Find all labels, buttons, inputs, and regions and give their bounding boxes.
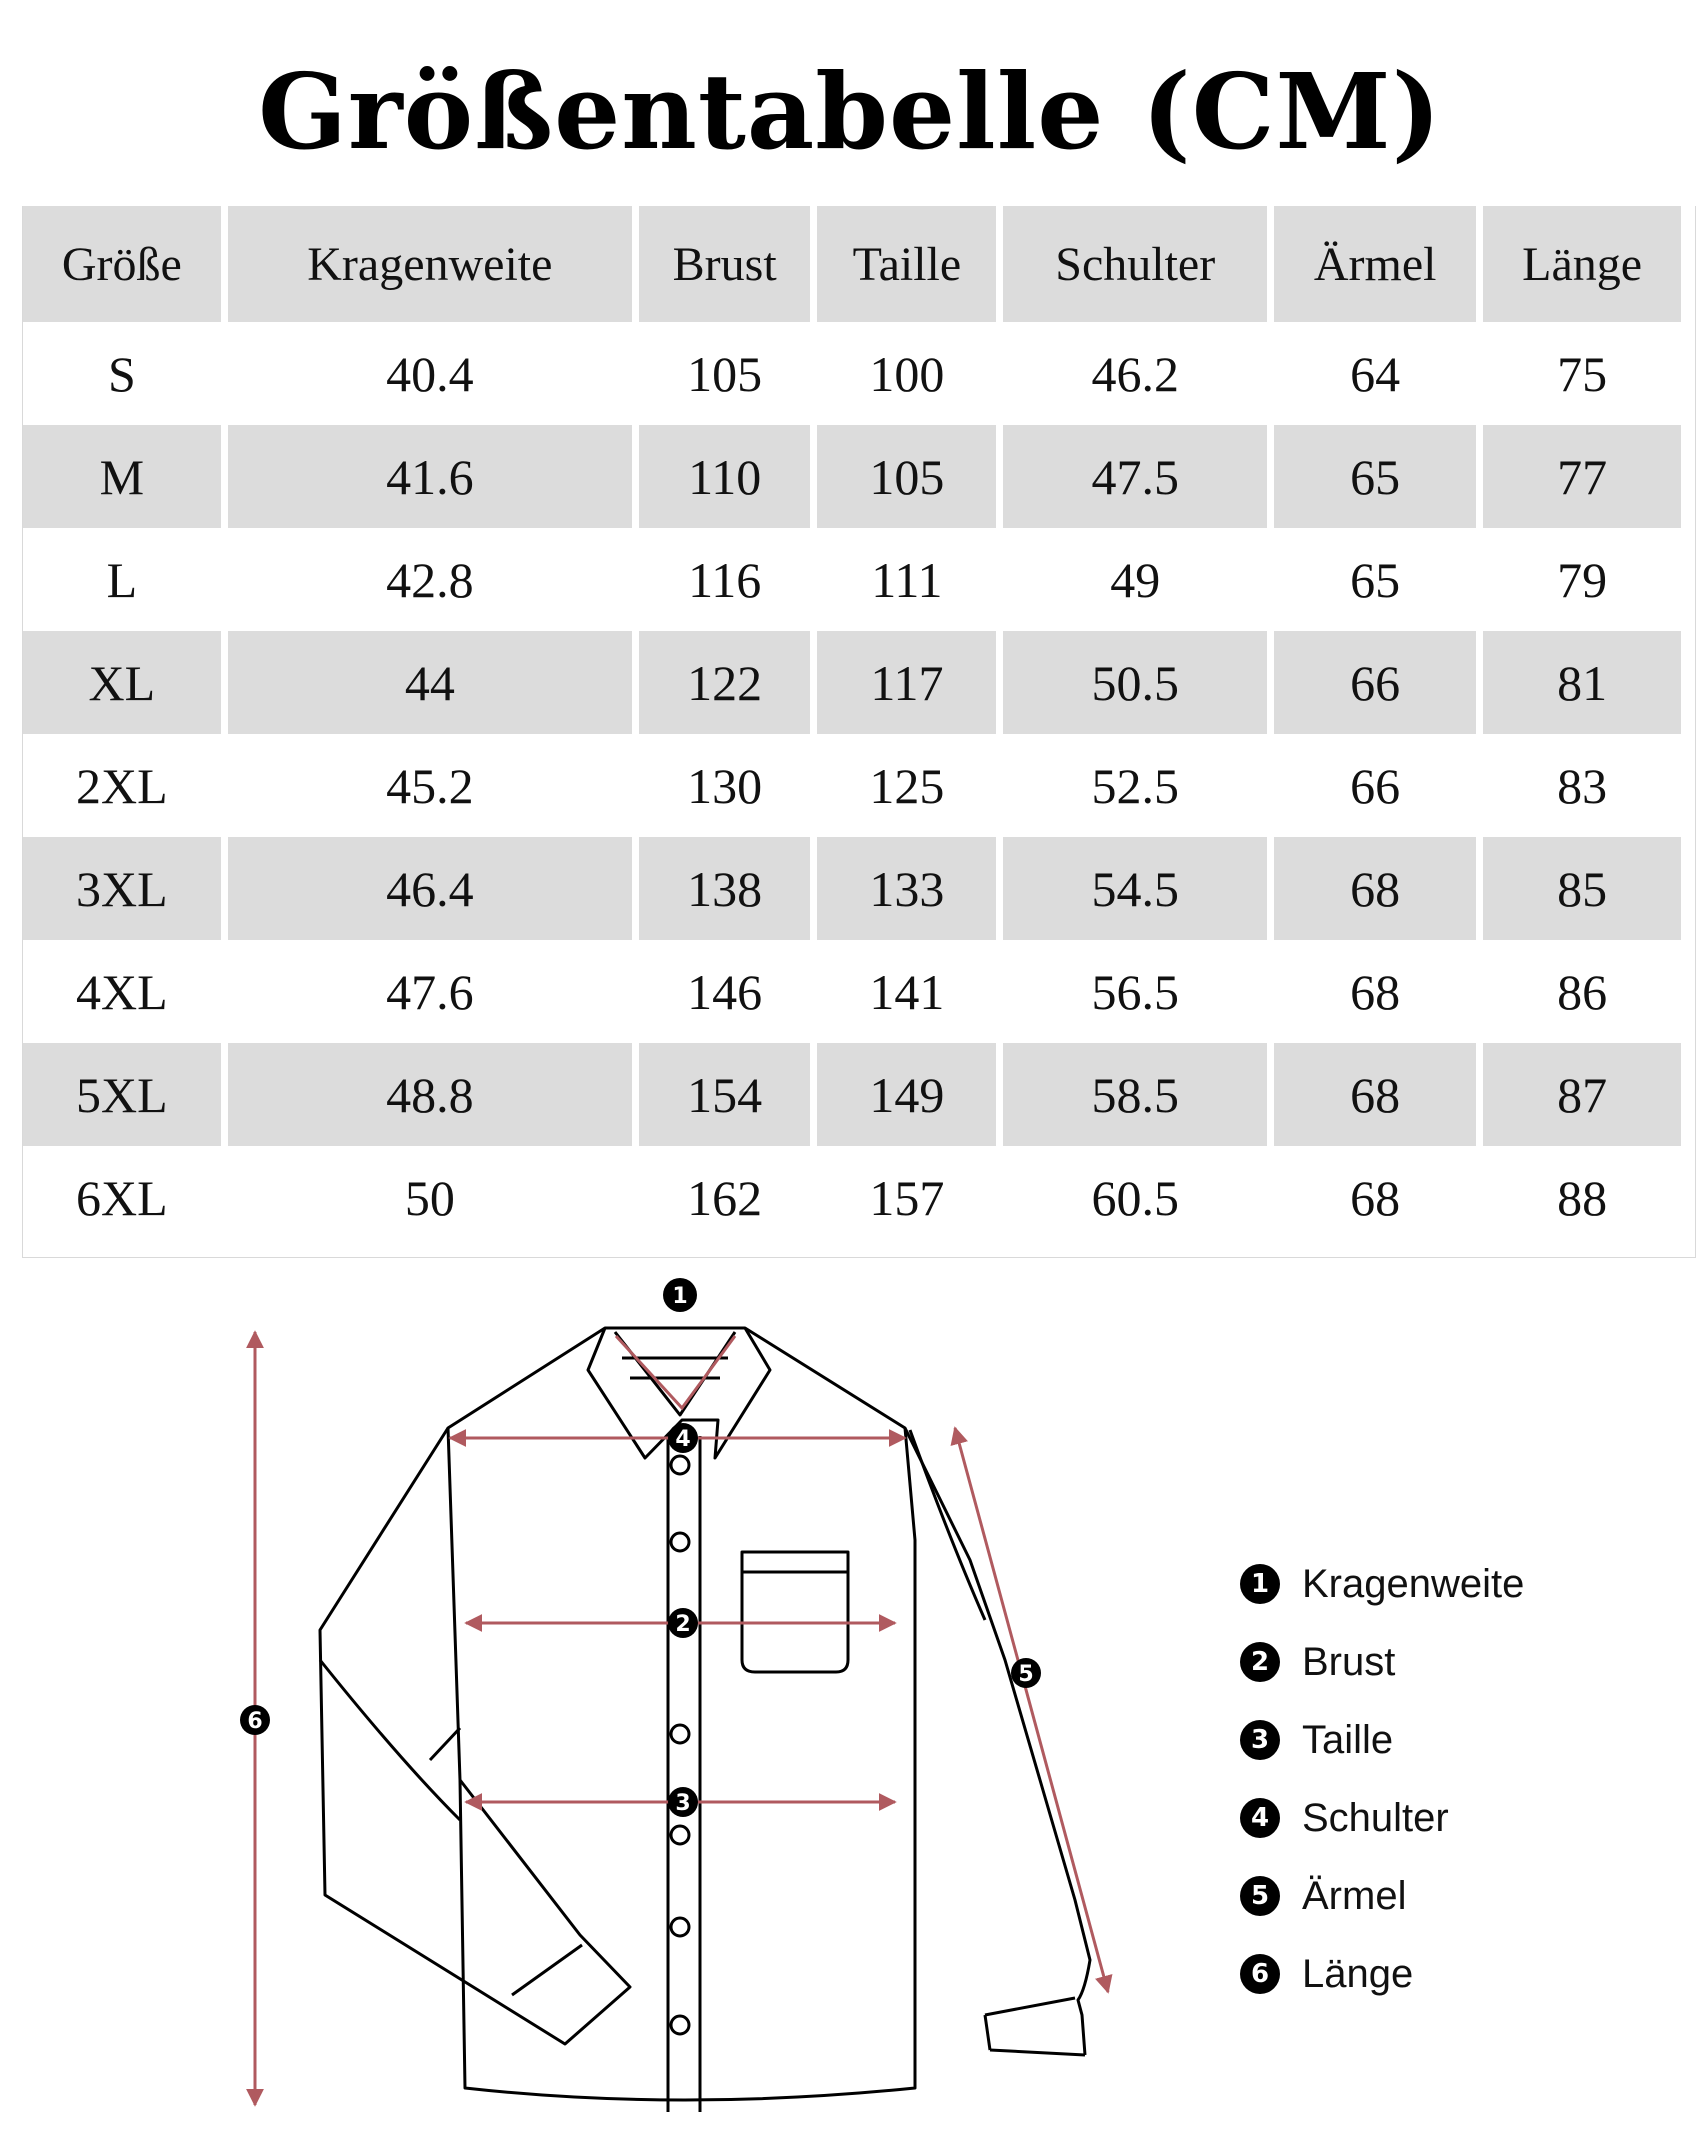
legend-label: Kragenweite [1302,1561,1525,1606]
cell-brust: 138 [639,837,810,940]
collar-arrow [616,1336,735,1408]
cell-aermel: 66 [1274,734,1476,837]
cell-brust: 116 [639,528,810,631]
cell-kragenweite: 50 [228,1146,632,1249]
legend-item [1240,1779,1524,1857]
table-row [23,940,1681,1043]
table-row [23,528,1681,631]
cell-kragenweite: 45.2 [228,734,632,837]
legend-number-icon: 3 [1240,1720,1280,1760]
cell-schulter: 46.2 [1003,322,1267,425]
marker-4-label: 4 [675,1427,691,1452]
shirt-outline [320,1328,1090,2112]
cell-aermel: 65 [1274,425,1476,528]
cell-aermel: 68 [1274,1043,1476,1146]
header-laenge: Länge [1483,206,1681,322]
cell-kragenweite: 42.8 [228,528,632,631]
table-row [23,837,1681,940]
table-row [23,1043,1681,1146]
cell-schulter: 52.5 [1003,734,1267,837]
cell-schulter: 60.5 [1003,1146,1267,1249]
legend-label: Taille [1302,1717,1394,1762]
measurement-legend [1240,1545,1524,2013]
cell-laenge: 79 [1483,528,1681,631]
cell-brust: 130 [639,734,810,837]
cell-aermel: 68 [1274,940,1476,1043]
cell-groesse: L [23,528,221,631]
cell-laenge: 86 [1483,940,1681,1043]
legend-number-icon: 1 [1240,1564,1280,1604]
header-groesse: Größe [23,206,221,322]
cell-laenge: 75 [1483,322,1681,425]
cell-schulter: 49 [1003,528,1267,631]
cell-laenge: 77 [1483,425,1681,528]
cell-groesse: XL [23,631,221,734]
cell-aermel: 68 [1274,1146,1476,1249]
cell-aermel: 68 [1274,837,1476,940]
marker-5-label: 5 [1018,1662,1034,1687]
cell-groesse: M [23,425,221,528]
marker-5-icon [1011,1658,1041,1688]
cell-kragenweite: 48.8 [228,1043,632,1146]
legend-item [1240,1623,1524,1701]
table-row [23,734,1681,837]
page-title: Größentabelle (CM) [258,50,1442,173]
cell-taille: 117 [817,631,996,734]
legend-label: Ärmel [1302,1873,1407,1918]
header-brust: Brust [639,206,810,322]
cell-laenge: 88 [1483,1146,1681,1249]
header-kragenweite: Kragenweite [228,206,632,322]
header-schulter: Schulter [1003,206,1267,322]
cell-brust: 154 [639,1043,810,1146]
marker-3-icon [668,1787,698,1817]
legend-item [1240,1701,1524,1779]
cell-taille: 125 [817,734,996,837]
cell-groesse: 2XL [23,734,221,837]
cell-laenge: 83 [1483,734,1681,837]
cell-laenge: 87 [1483,1043,1681,1146]
legend-number-icon: 6 [1240,1954,1280,1994]
legend-item [1240,1935,1524,2013]
size-table-grid [16,206,1688,1249]
cell-schulter: 47.5 [1003,425,1267,528]
cell-aermel: 65 [1274,528,1476,631]
cell-laenge: 85 [1483,837,1681,940]
cell-groesse: 6XL [23,1146,221,1249]
cell-groesse: S [23,322,221,425]
cell-kragenweite: 41.6 [228,425,632,528]
header-taille: Taille [817,206,996,322]
header-aermel: Ärmel [1274,206,1476,322]
legend-number-icon: 2 [1240,1642,1280,1682]
cell-groesse: 4XL [23,940,221,1043]
cell-kragenweite: 44 [228,631,632,734]
size-table [22,206,1696,1258]
legend-number-icon: 5 [1240,1876,1280,1916]
cell-taille: 141 [817,940,996,1043]
legend-label: Brust [1302,1639,1396,1684]
marker-2-label: 2 [675,1612,691,1637]
cell-aermel: 64 [1274,322,1476,425]
table-row [23,425,1681,528]
cell-schulter: 58.5 [1003,1043,1267,1146]
cell-brust: 146 [639,940,810,1043]
table-row [23,1146,1681,1249]
legend-label: Länge [1302,1951,1414,1996]
cell-brust: 162 [639,1146,810,1249]
cell-kragenweite: 46.4 [228,837,632,940]
marker-1-label: 1 [672,1284,688,1309]
cell-taille: 111 [817,528,996,631]
cell-groesse: 5XL [23,1043,221,1146]
marker-6-label: 6 [247,1709,263,1734]
cell-brust: 122 [639,631,810,734]
legend-label: Schulter [1302,1795,1449,1840]
cell-schulter: 56.5 [1003,940,1267,1043]
cell-taille: 149 [817,1043,996,1146]
legend-item [1240,1857,1524,1935]
marker-3-label: 3 [675,1791,691,1816]
table-row [23,631,1681,734]
cell-kragenweite: 47.6 [228,940,632,1043]
cell-schulter: 54.5 [1003,837,1267,940]
cell-taille: 100 [817,322,996,425]
cell-taille: 157 [817,1146,996,1249]
cell-kragenweite: 40.4 [228,322,632,425]
cell-laenge: 81 [1483,631,1681,734]
cell-groesse: 3XL [23,837,221,940]
cell-taille: 133 [817,837,996,940]
cell-brust: 105 [639,322,810,425]
sleeve-arrow [955,1428,1108,1992]
marker-6-icon [240,1705,270,1735]
marker-2-icon [668,1608,698,1638]
table-header-row [23,206,1681,322]
cell-schulter: 50.5 [1003,631,1267,734]
legend-number-icon: 4 [1240,1798,1280,1838]
cell-brust: 110 [639,425,810,528]
legend-item [1240,1545,1524,1623]
table-row [23,322,1681,425]
cell-aermel: 66 [1274,631,1476,734]
marker-4-icon [668,1423,698,1453]
marker-1-icon [663,1278,697,1312]
cell-taille: 105 [817,425,996,528]
